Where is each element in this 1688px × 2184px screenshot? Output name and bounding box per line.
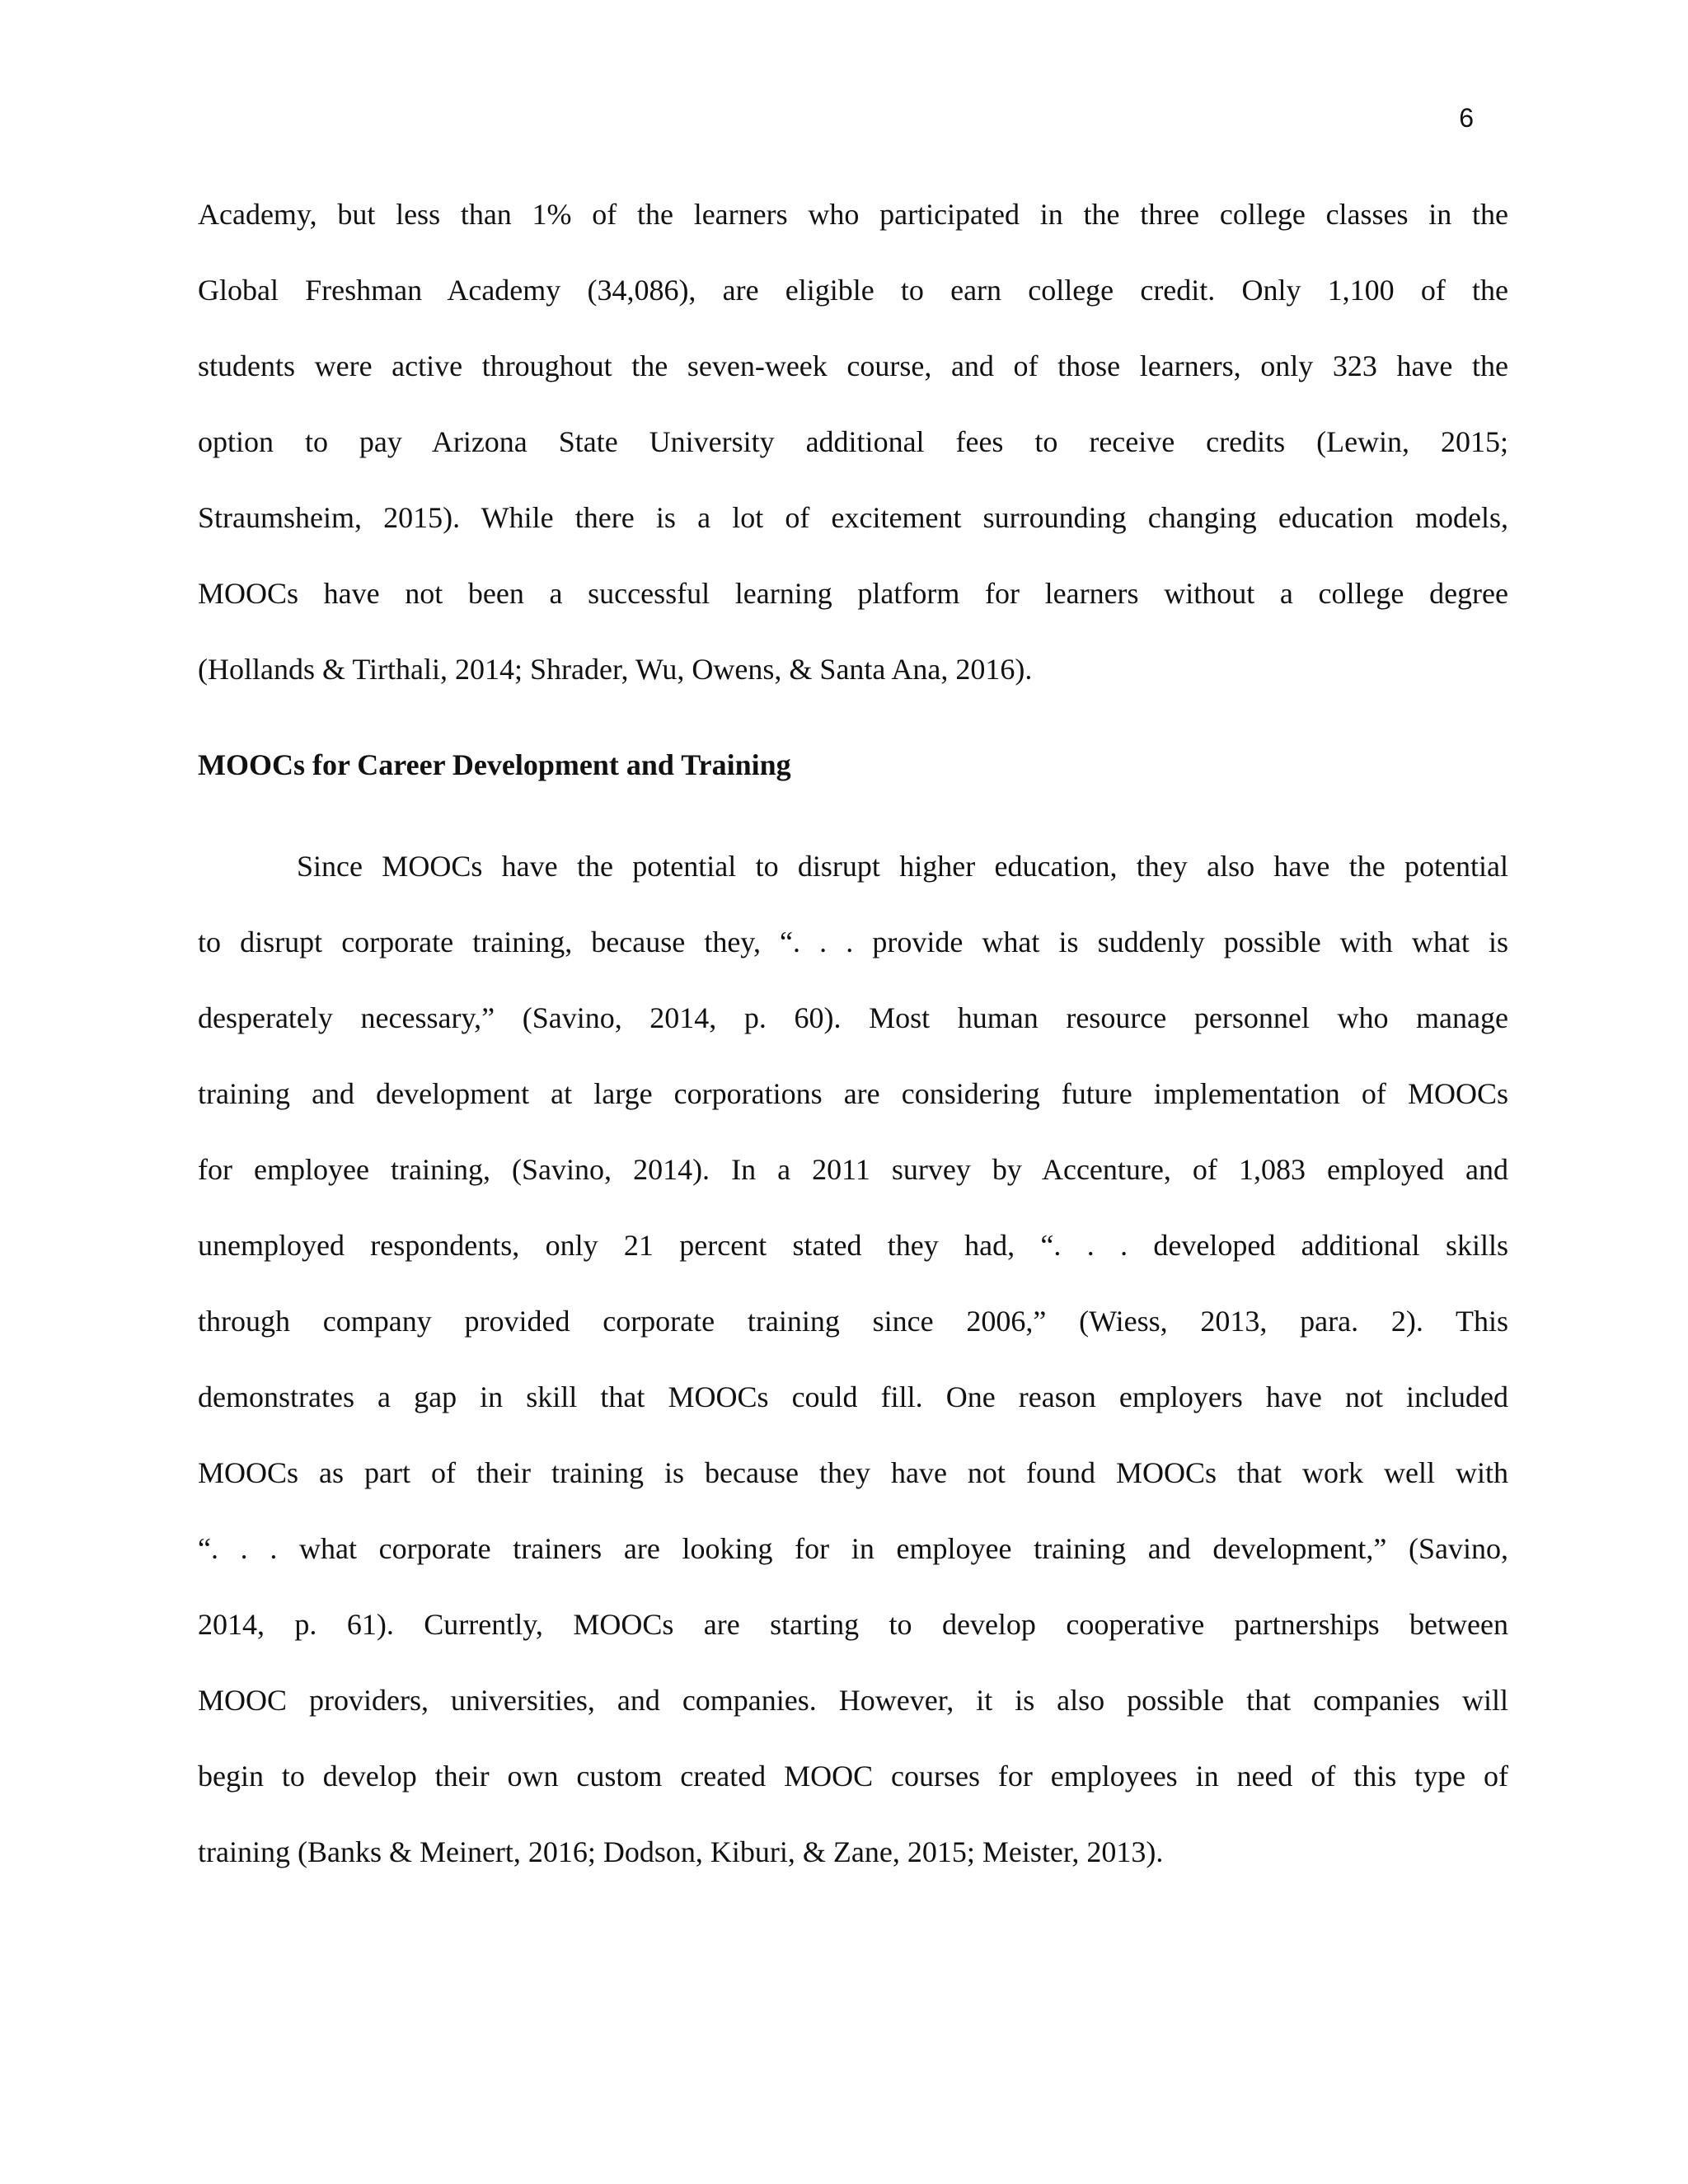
text-line: desperately necessary,” (Savino, 2014, p. 60). Most human resource personnel who manage [198, 1001, 1508, 1034]
text-line: MOOCs as part of their training is because they have not found MOOCs that work well with [198, 1456, 1508, 1489]
text-line: (Hollands & Tirthali, 2014; Shrader, Wu, Owens, & Santa Ana, 2016). [198, 653, 1033, 686]
text-line: to disrupt corporate training, because they, “. . . provide what is suddenly possible with what is [198, 926, 1508, 958]
text-line: begin to develop their own custom created MOOC courses for employees in need of this type of [198, 1760, 1508, 1793]
text-line: training and development at large corporations are considering future implementation of MOOCs [198, 1077, 1508, 1110]
text-line: MOOCs have not been a successful learning platform for learners without a college degree [198, 577, 1508, 610]
text-line: unemployed respondents, only 21 percent stated they had, “. . . developed additional skills [198, 1229, 1508, 1262]
page-number: 6 [1459, 103, 1474, 133]
text-line: training (Banks & Meinert, 2016; Dodson, Kiburi, & Zane, 2015; Meister, 2013). [198, 1835, 1164, 1868]
text-line: “. . . what corporate trainers are looking for in employee training and development,” (Savino, [198, 1532, 1508, 1565]
paragraph-career-development [198, 828, 1508, 1890]
text-line: Straumsheim, 2015). While there is a lot of excitement surrounding changing education models, [198, 501, 1508, 534]
text-line: 2014, p. 61). Currently, MOOCs are starting to develop cooperative partnerships between [198, 1608, 1508, 1641]
text-line: students were active throughout the seven-week course, and of those learners, only 323 have the [198, 349, 1508, 382]
text-line: through company provided corporate training since 2006,” (Wiess, 2013, para. 2). This [198, 1305, 1508, 1338]
text-line: Global Freshman Academy (34,086), are eligible to earn college credit. Only 1,100 of the [198, 274, 1508, 307]
text-line-content: Since MOOCs have the potential to disrupt higher education, they also have the potential [297, 850, 1508, 883]
text-line: demonstrates a gap in skill that MOOCs could fill. One reason employers have not included [198, 1380, 1508, 1413]
text-line: MOOC providers, universities, and companies. However, it is also possible that companies will [198, 1684, 1508, 1717]
text-line-indented [198, 828, 1508, 904]
section-heading: MOOCs for Career Development and Training [198, 748, 791, 781]
text-line: Academy, but less than 1% of the learners who participated in the three college classes in the [198, 198, 1508, 231]
paragraph-mooc-enrollment [198, 176, 1508, 707]
text-line: for employee training, (Savino, 2014). In a 2011 survey by Accenture, of 1,083 employed and [198, 1153, 1508, 1186]
text-line: option to pay Arizona State University additional fees to receive credits (Lewin, 2015; [198, 425, 1508, 458]
